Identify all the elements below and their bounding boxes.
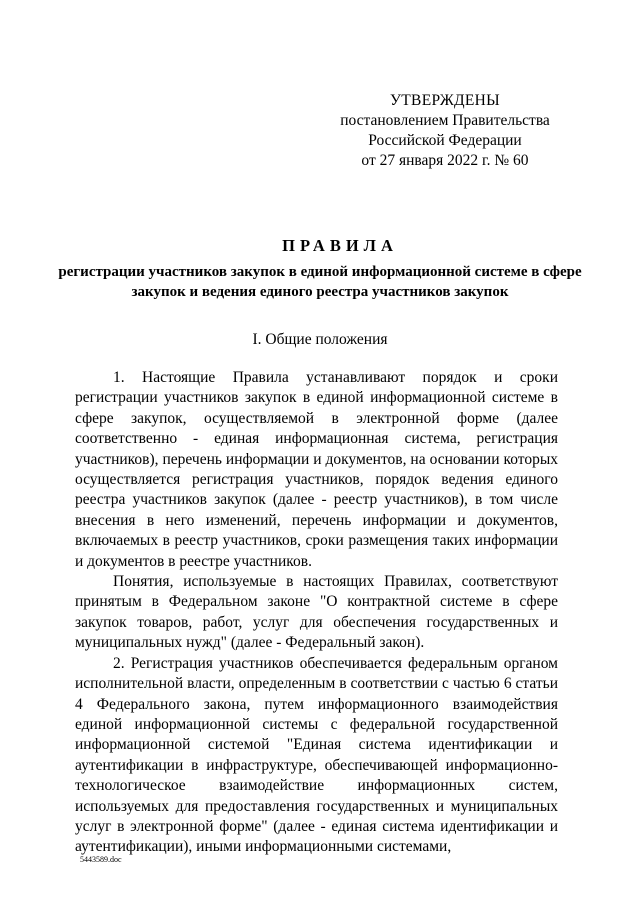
section-heading: I. Общие положения [252,331,388,348]
document-title: ПРАВИЛА [282,236,398,255]
approval-line-1: постановлением Правительства [340,112,550,129]
approval-line-3: от 27 января 2022 г. № 60 [361,152,529,169]
footer-doc-id: 5443589.doc [80,855,122,864]
document-body [75,368,558,858]
approval-title: УТВЕРЖДЕНЫ [390,92,500,109]
document-subtitle: регистрации участников закупок в единой информационной системе в сфере закупок и ведения единого реестра участников закупок [58,264,582,300]
paragraph-1: 1. Настоящие Правила устанавливают порядок и сроки регистрации участников закупок в единой информационной системе в сфере закупок, осуществляемой в электронной форме (далее соответственно - единая информационная система, регистрация участников), перечень информации и документов, на основании которых осуществляется регистрация участников, порядок ведения единого реестра участников закупок (далее - реестр участников), в том числе внесения в него изменений, перечень информации и документов, включаемых в реестр участников, сроки размещения таких информации и документов в реестре участников. [75,369,558,570]
paragraph-2: Понятия, используемые в настоящих Правилах, соответствуют принятым в Федеральном законе "О контрактной системе в сфере закупок товаров, работ, услуг для обеспечения государственных и муниципальных нужд" (далее - Федеральный закон). [75,573,558,652]
approval-line-2: Российской Федерации [368,132,522,149]
paragraph-3: 2. Регистрация участников обеспечивается федеральным органом исполнительной власти, определенным в соответствии с частью 6 статьи 4 Федерального закона, путем информационного взаимодействия единой информационной системы с федеральной государственной информационной системой "Единая система идентификации и аутентификации в инфраструктуре, обеспечивающей информационно-технологическое взаимодействие информационных систем, используемых для предоставления государственных и муниципальных услуг в электронной форме" (далее - единая система идентификации и аутентификации), иными информационными системами, [75,654,558,856]
approval-block [330,91,560,171]
